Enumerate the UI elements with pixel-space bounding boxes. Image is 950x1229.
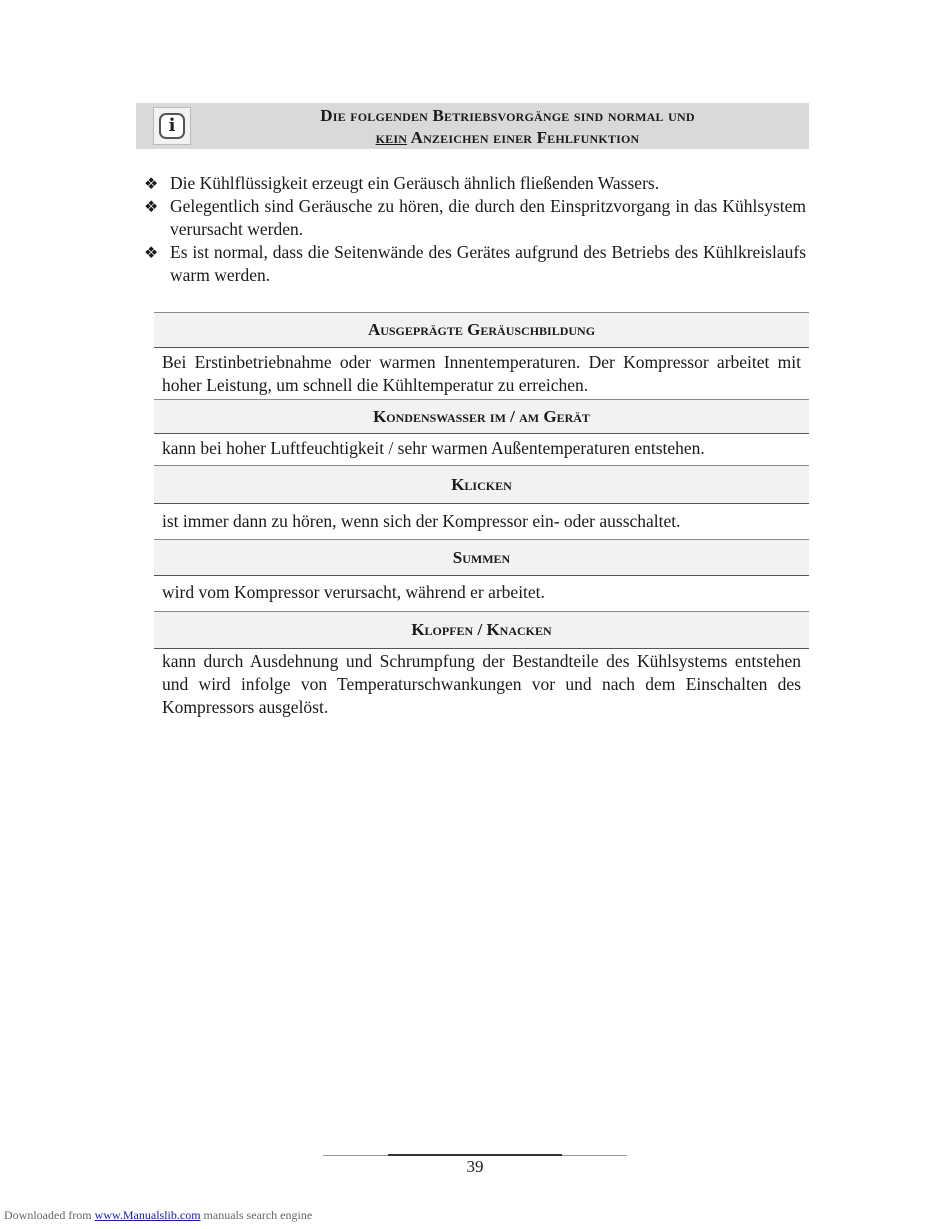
info-box-title bbox=[206, 105, 809, 149]
footer-prefix: Downloaded from bbox=[4, 1208, 95, 1222]
footer-suffix: manuals search engine bbox=[200, 1208, 313, 1222]
manualslib-link[interactable]: www.Manualslib.com bbox=[94, 1208, 201, 1222]
info-title-line1: Die folgenden Betriebsvorgänge sind normal und bbox=[320, 106, 695, 125]
bullet-diamond-icon: ❖ bbox=[144, 174, 159, 193]
section-heading: Kondenswasser im / am Gerät bbox=[154, 399, 809, 434]
section-text: ist immer dann zu hören, wenn sich der Kompressor ein- oder ausschaltet. bbox=[162, 511, 681, 531]
bullet-list bbox=[144, 172, 806, 287]
section-heading: Ausgeprägte Geräuschbildung bbox=[154, 312, 809, 348]
section-heading: Klopfen / Knacken bbox=[154, 611, 809, 649]
bullet-text: Die Kühlflüssigkeit erzeugt ein Geräusch ähnlich fließenden Wassers. bbox=[170, 173, 660, 193]
section-heading: Summen bbox=[154, 539, 809, 576]
noise-notes-table bbox=[154, 312, 809, 719]
bullet-text: Es ist normal, dass die Seitenwände des Gerätes aufgrund des Betriebs des Kühlkreislaufs warm werden. bbox=[170, 242, 806, 285]
bullet-text: Gelegentlich sind Geräusche zu hören, die durch den Einspritzvorgang in das Kühlsystem verursacht werden. bbox=[170, 196, 806, 239]
info-icon: i bbox=[159, 113, 185, 139]
info-title-line2-rest: Anzeichen einer Fehlfunktion bbox=[407, 128, 640, 147]
section-text: kann bei hoher Luftfeuchtigkeit / sehr warmen Außentemperaturen entstehen. bbox=[162, 438, 705, 458]
bullet-diamond-icon: ❖ bbox=[144, 243, 159, 262]
info-title-underlined-word: kein bbox=[375, 128, 408, 147]
page-number: 39 bbox=[466, 1157, 484, 1176]
bullet-diamond-icon: ❖ bbox=[144, 197, 159, 216]
section-text: Bei Erstinbetriebnahme oder warmen Innentemperaturen. Der Kompressor arbeitet mit hoher Leistung, um schnell die Kühltemperatur zu erreichen. bbox=[162, 352, 801, 395]
section-text: kann durch Ausdehnung und Schrumpfung der Bestandteile des Kühlsystems entstehen und wird infolge von Temperaturschwankungen vor und nach dem Einschalten des Kompressors ausgelöst. bbox=[162, 651, 801, 717]
footer-rule-accent bbox=[388, 1154, 562, 1156]
bullet-item bbox=[144, 172, 806, 195]
info-icon-frame bbox=[153, 107, 191, 145]
bullet-item bbox=[144, 241, 806, 287]
info-box bbox=[136, 103, 809, 149]
section-heading: Klicken bbox=[154, 465, 809, 504]
section-text: wird vom Kompressor verursacht, während er arbeitet. bbox=[162, 582, 545, 602]
download-footer bbox=[4, 1208, 312, 1223]
bullet-item bbox=[144, 195, 806, 241]
info-title-line2 bbox=[206, 127, 809, 149]
